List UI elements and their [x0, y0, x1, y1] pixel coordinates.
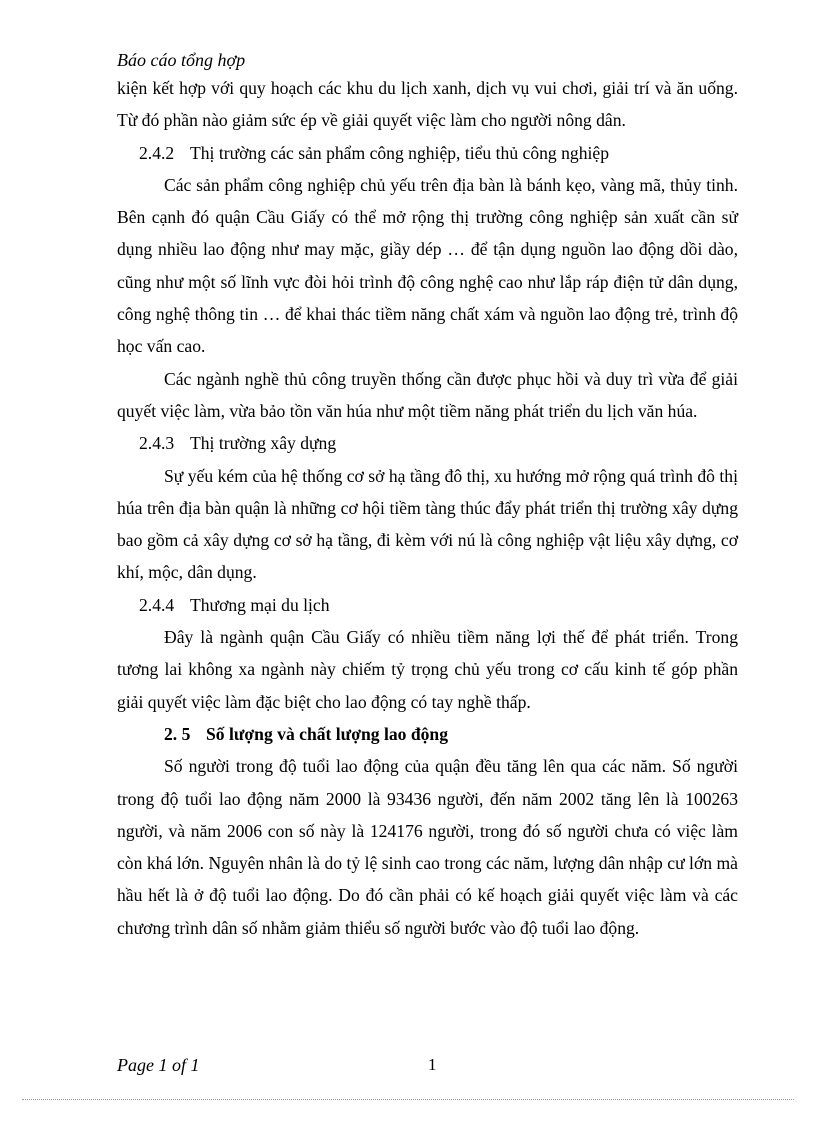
page-header: Báo cáo tổng hợp: [117, 50, 246, 70]
document-body: [117, 72, 738, 944]
paragraph-industrial-products: Các sản phẩm công nghiệp chủ yếu trên địa bàn là bánh kẹo, vàng mã, thủy tinh. Bên cạnh đó quận Cầu Giấy có thể mở rộng thị trường công nghiệp sản xuất cần sử dụng nhiều lao động như may mặc, giầy dép … để tận dụng nguồn lao động dồi dào, cũng như một số lĩnh vực đòi hỏi trình độ công nghệ cao như lắp ráp điện tử dân dụng, công nghệ thông tin … để khai thác tiềm năng chất xám và nguồn lao động trẻ, trình độ học vấn cao.: [117, 174, 738, 357]
subsection-number: 2.4.4: [139, 594, 175, 615]
section-title: Số lượng và chất lượng lao động: [206, 723, 448, 744]
subsection-heading-2-4-3: [117, 427, 738, 459]
page-bottom-rule: [22, 1099, 794, 1100]
subsection-title: Thị trường xây dựng: [190, 433, 337, 454]
paragraph-construction-market: Sự yếu kém của hệ thống cơ sở hạ tầng đô thị, xu hướng mở rộng quá trình đô thị húa trên địa bàn quận là những cơ hội tiềm tàng thúc đẩy phát triển thị trường xây dựng bao gồm cả xây dựng cơ sở hạ tầng, đi kèm với nú là công nghiệp vật liệu xây dựng, cơ khí, mộc, dân dụng.: [117, 465, 738, 583]
subsection-number: 2.4.3: [139, 433, 175, 454]
paragraph-trade-tourism: Đây là ngành quận Cầu Giấy có nhiều tiềm năng lợi thế để phát triển. Trong tương lai không xa ngành này chiếm tỷ trọng chủ yếu trong cơ cấu kinh tế góp phần giải quyết việc làm đặc biệt cho lao động có tay nghề thấp.: [117, 627, 738, 712]
subsection-title: Thị trường các sản phẩm công nghiệp, tiểu thủ công nghiệp: [190, 142, 609, 163]
subsection-heading-2-4-4: [117, 589, 738, 621]
subsection-number: 2.4.2: [139, 142, 175, 163]
page-number: 1: [428, 1055, 437, 1074]
subsection-heading-2-4-2: [117, 137, 738, 169]
paragraph-labor-quantity: Số người trong độ tuổi lao động của quận đều tăng lên qua các năm. Số người trong độ tuổi lao động năm 2000 là 93436 người, đến năm 2002 tăng lên là 100263 người, và năm 2006 con số này là 124176 người, trong đó số người chưa có việc làm còn khá lớn. Nguyên nhân là do tỷ lệ sinh cao trong các năm, lượng dân nhập cư lớn mà hầu hết là ở độ tuổi lao động. Do đó cần phải có kế hoạch giải quyết việc làm và các chương trình dân số nhằm giảm thiểu số người bước vào độ tuổi lao động.: [117, 756, 738, 938]
section-number: 2. 5: [164, 723, 191, 744]
subsection-title: Thương mại du lịch: [190, 594, 330, 615]
paragraph-continuation: kiện kết hợp với quy hoạch các khu du lịch xanh, dịch vụ vui chơi, giải trí và ăn uống. Từ đó phần nào giảm sức ép về giải quyết việc làm cho người nông dân.: [117, 78, 738, 131]
page-count-label: Page 1 of 1: [117, 1055, 200, 1075]
section-heading-2-5: [117, 718, 738, 750]
paragraph-traditional-crafts: Các ngành nghề thủ công truyền thống cần được phục hồi và duy trì vừa để giải quyết việc làm, vừa bảo tồn văn húa như một tiềm năng phát triển du lịch văn húa.: [117, 368, 738, 421]
